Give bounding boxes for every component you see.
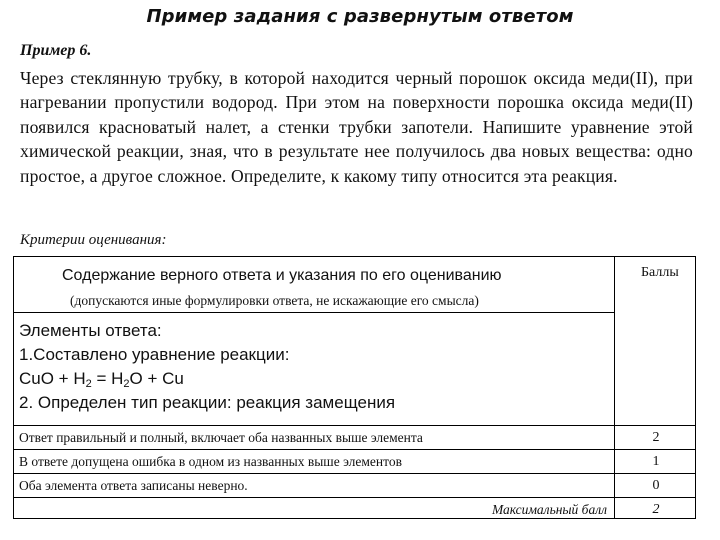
table-row-divider (14, 449, 695, 450)
max-score-value: 2 (652, 502, 660, 517)
table-row-score: 1 (652, 454, 660, 469)
reaction-equation: CuO + $H_2 = H_2O + Cu$ (19, 369, 184, 390)
table-row-text: Ответ правильный и полный, включает оба названных выше элемента (19, 430, 423, 445)
answer-element-2: 2. Определен тип реакции: реакция замещения (19, 393, 396, 412)
table-row-divider (14, 473, 695, 474)
table-row-text: Оба элемента ответа записаны неверно. (19, 478, 248, 493)
table-row-score: 0 (652, 478, 660, 493)
criteria-table (13, 256, 696, 519)
task-text: Через стеклянную трубку, в которой находится черный порошок оксида меди(II), при нагревании пропустили водород. При этом на поверхности порошка оксида меди(II) появился красноватый налет, а стенки трубки запотели. Напишите уравнение этой химической реакции, зная, что в результате нее получилось два новых вещества: одно простое, а другое сложное. Определите, к какому типу относится эта реакция. (20, 68, 693, 186)
answer-element-1: 1.Составлено уравнение реакции: (19, 345, 290, 364)
table-elements-divider (14, 425, 695, 426)
table-header-note: (допускаются иные формулировки ответа, не искажающие его смысла) (70, 293, 479, 308)
table-row-text: В ответе допущена ошибка в одном из названных выше элементов (19, 454, 402, 469)
table-row-divider (14, 497, 695, 498)
max-score-label: Максимальный балл (491, 502, 607, 517)
criteria-label: Критерии оценивания: (20, 232, 167, 248)
answer-elements (19, 319, 619, 415)
table-header-divider (14, 312, 614, 313)
example-label: Пример 6. (20, 42, 92, 59)
answer-elements-title: Элементы ответа: (19, 321, 162, 340)
page-title: Пример задания с развернутым ответом (146, 6, 574, 27)
table-header-content: Содержание верного ответа и указания по его оцениванию (62, 267, 502, 284)
table-header-score: Баллы (641, 265, 679, 280)
table-row-score: 2 (652, 430, 660, 445)
